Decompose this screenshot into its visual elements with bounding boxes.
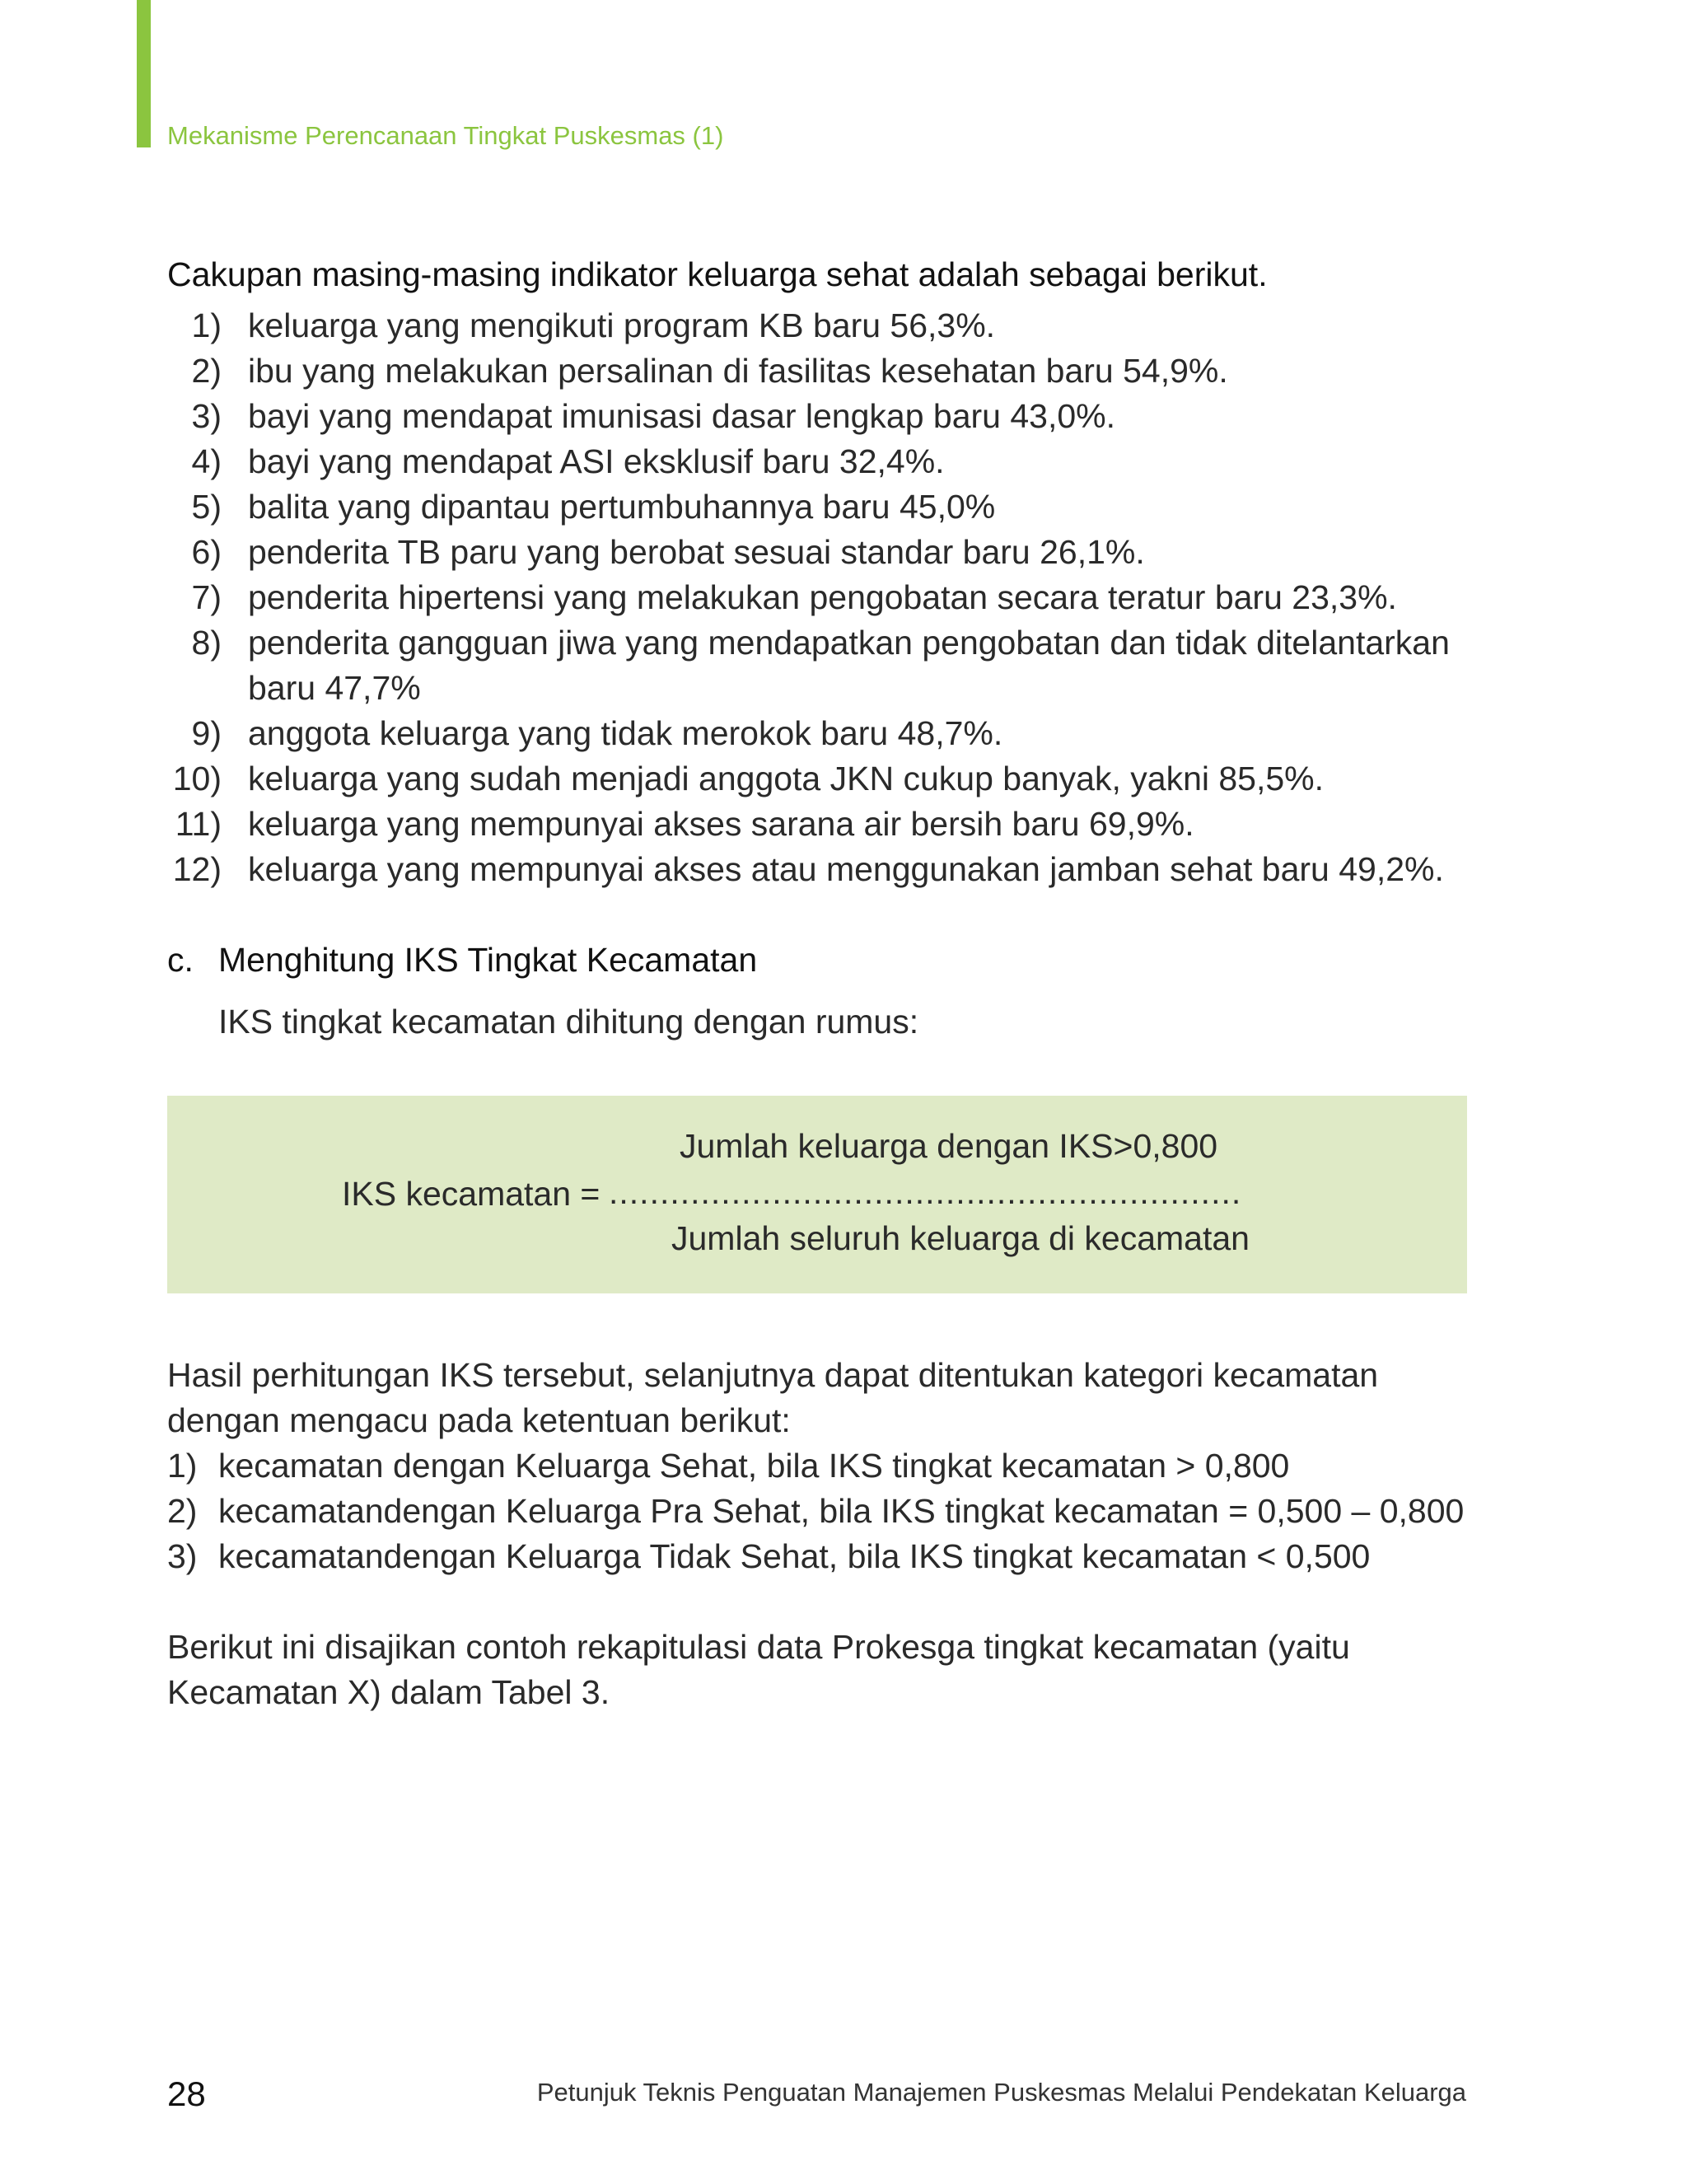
footer-title: Petunjuk Teknis Penguatan Manajemen Puskesmas Melalui Pendekatan Keluarga: [536, 2078, 1466, 2107]
list-item-number: 6): [191, 533, 222, 571]
list-item-number: 8): [191, 624, 222, 662]
list-item-text: keluarga yang mengikuti program KB baru 56,3%.: [248, 306, 996, 344]
list-item-number: 9): [191, 714, 222, 752]
formula-lhs: IKS kecamatan =: [342, 1175, 600, 1213]
list-item: [167, 847, 1485, 892]
list-item-number: 11): [175, 805, 222, 843]
list-item: [167, 439, 1485, 484]
list-item-text: penderita TB paru yang berobat sesuai standar baru 26,1%.: [248, 533, 1145, 571]
list-item-text-continued: baru 47,7%: [248, 669, 421, 707]
list-item: [167, 711, 1485, 756]
list-item-number: 2): [191, 352, 222, 390]
section-letter: c.: [167, 941, 194, 979]
list-item: [167, 348, 1485, 394]
list-item-number: 4): [191, 442, 222, 480]
section-heading: [167, 941, 757, 980]
list-item-text: kecamatan dengan Keluarga Sehat, bila IKS tingkat kecamatan > 0,800: [218, 1447, 1290, 1485]
list-item: [167, 620, 1485, 711]
list-item: [167, 394, 1485, 439]
formula-fraction-line: ..............................................................: [609, 1173, 1242, 1211]
header-accent-bar: [137, 0, 151, 147]
list-item-number: 3): [167, 1537, 198, 1575]
formula-box: [167, 1096, 1467, 1293]
closing-paragraph: Berikut ini disajikan contoh rekapitulasi data Prokesga tingkat kecamatan (yaitu Kecamatan X) dalam Tabel 3.: [167, 1628, 1350, 1711]
list-item-text: bayi yang mendapat imunisasi dasar lengkap baru 43,0%.: [248, 397, 1115, 435]
list-item-text: kecamatandengan Keluarga Tidak Sehat, bila IKS tingkat kecamatan < 0,500: [218, 1537, 1371, 1575]
list-item-text: penderita hipertensi yang melakukan pengobatan secara teratur baru 23,3%.: [248, 578, 1397, 616]
list-item-text: kecamatandengan Keluarga Pra Sehat, bila IKS tingkat kecamatan = 0,500 – 0,800: [218, 1492, 1465, 1530]
list-item: [167, 303, 1485, 348]
list-item-text: balita yang dipantau pertumbuhannya baru 45,0%: [248, 488, 996, 526]
list-item: [167, 575, 1485, 620]
list-item: [167, 1443, 1464, 1489]
list-item-number: 7): [191, 578, 222, 616]
list-item-number: 5): [191, 488, 222, 526]
result-paragraph: Hasil perhitungan IKS tersebut, selanjutnya dapat ditentukan kategori kecamatan dengan mengacu pada ketentuan berikut:: [167, 1356, 1379, 1439]
list-item-number: 2): [167, 1492, 198, 1530]
list-item-number: 1): [167, 1447, 198, 1485]
category-list: [167, 1443, 1464, 1579]
list-item-number: 3): [191, 397, 222, 435]
list-item-text: keluarga yang sudah menjadi anggota JKN cukup banyak, yakni 85,5%.: [248, 760, 1325, 797]
list-item-number: 1): [191, 306, 222, 344]
list-item-text: bayi yang mendapat ASI eksklusif baru 32,4%.: [248, 442, 945, 480]
list-item-text: anggota keluarga yang tidak merokok baru 48,7%.: [248, 714, 1003, 752]
list-item-number: 10): [172, 760, 222, 797]
list-item: [167, 530, 1485, 575]
list-item: [167, 484, 1485, 530]
section-description: IKS tingkat kecamatan dihitung dengan rumus:: [218, 1003, 919, 1041]
list-item-text: keluarga yang mempunyai akses atau menggunakan jamban sehat baru 49,2%.: [248, 850, 1444, 888]
indicator-list: [167, 303, 1485, 892]
formula-denominator: Jumlah seluruh keluarga di kecamatan: [671, 1219, 1250, 1257]
intro-sentence: Cakupan masing-masing indikator keluarga sehat adalah sebagai berikut.: [167, 255, 1268, 293]
list-item-text: penderita gangguan jiwa yang mendapatkan pengobatan dan tidak ditelantarkan: [248, 624, 1450, 662]
list-item: [167, 1489, 1464, 1534]
list-item-text: keluarga yang mempunyai akses sarana air bersih baru 69,9%.: [248, 805, 1194, 843]
section-title: Menghitung IKS Tingkat Kecamatan: [218, 941, 758, 979]
list-item: [167, 1534, 1464, 1579]
page-number: 28: [167, 2074, 206, 2113]
running-head: Mekanisme Perencanaan Tingkat Puskesmas (1): [167, 121, 724, 150]
list-item: [167, 756, 1485, 802]
list-item-number: 12): [172, 850, 222, 888]
list-item: [167, 802, 1485, 847]
list-item-text: ibu yang melakukan persalinan di fasilitas kesehatan baru 54,9%.: [248, 352, 1228, 390]
formula-numerator: Jumlah keluarga dengan IKS>0,800: [680, 1127, 1218, 1165]
